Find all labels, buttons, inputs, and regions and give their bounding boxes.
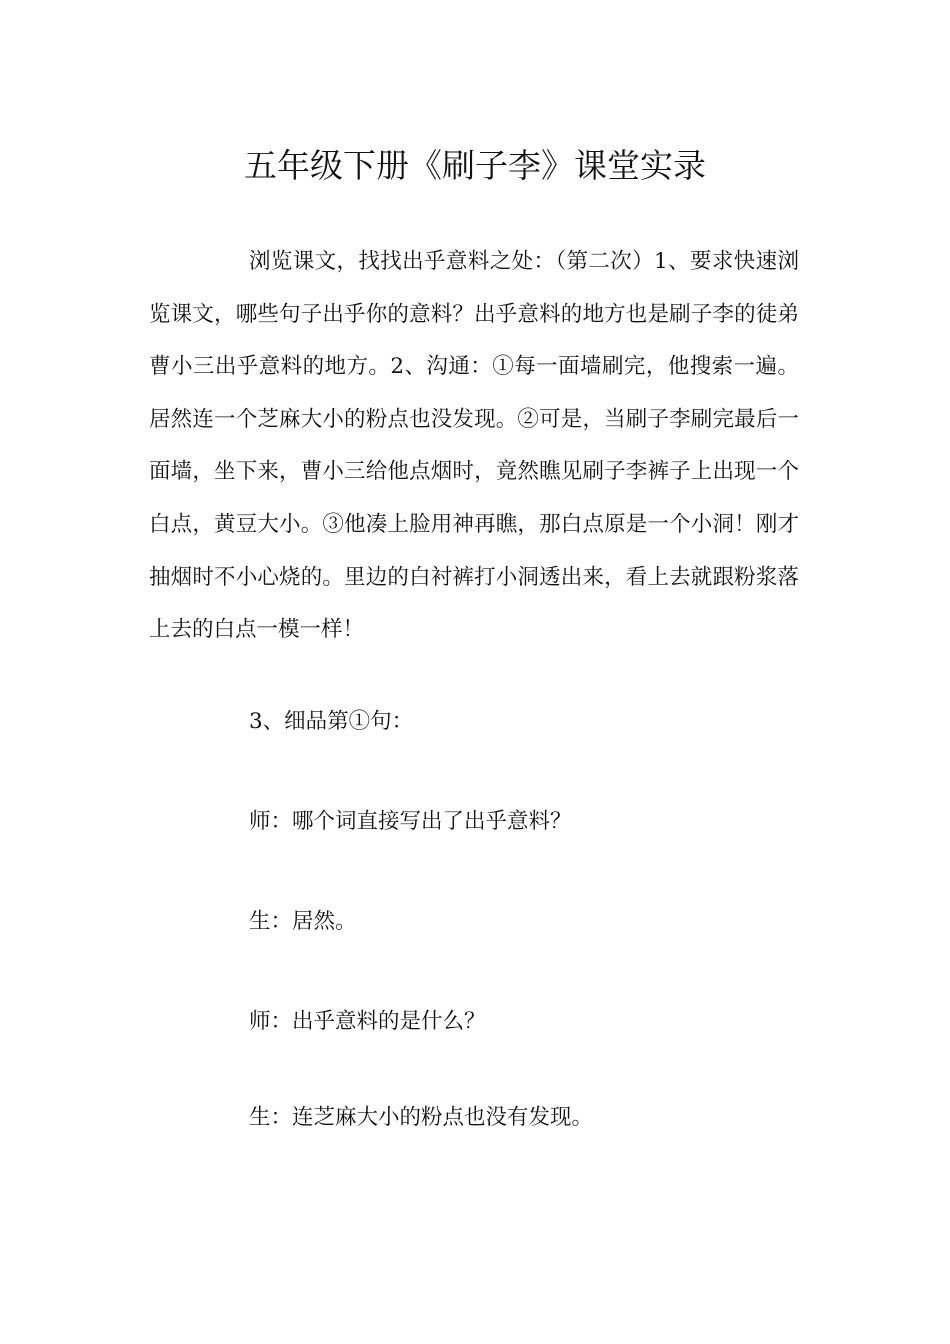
intro-paragraph: 浏览课文，找找出乎意料之处：（第二次）1、要求快速浏览课文，哪些句子出乎你的意料？出乎意料的地方也是刷子李的徒弟曹小三出乎意料的地方。2、沟通：①每一面墙刷完，他搜索一遍。居然连一个芝麻大小的粉点也没发现。②可是，当刷子李刷完最后一面墙，坐下来，曹小三给他点烟时，竟然瞧见刷子李裤子上出现一个白点，黄豆大小。③他凑上脸用神再瞧，那白点原是一个小洞！刚才抽烟时不小心烧的。里边的白衬裤打小洞透出来，看上去就跟粉浆落上去的白点一模一样！	[149, 249, 799, 643]
dialogue-line: 生：居然。	[249, 909, 357, 934]
dialogue-line: 师：哪个词直接写出了出乎意料？	[249, 809, 572, 834]
section-heading: 3、细品第①句：	[249, 709, 414, 734]
dialogue-line: 师：出乎意料的是什么？	[249, 1009, 486, 1034]
document-title: 五年级下册《刷子李》课堂实录	[244, 146, 706, 186]
dialogue-line: 生：连芝麻大小的粉点也没有发现。	[249, 1105, 594, 1130]
